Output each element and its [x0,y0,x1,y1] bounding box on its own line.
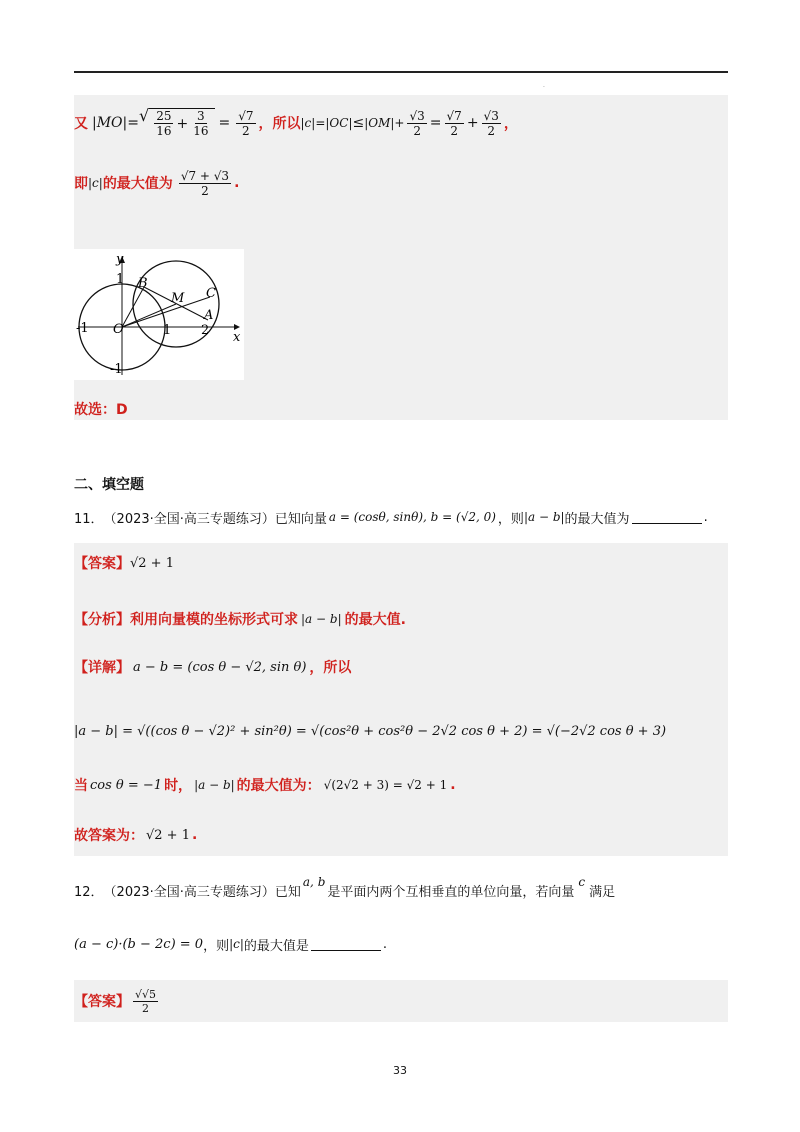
q12-answer-den: 2 [142,1001,150,1015]
block1-line1: 又 |MO|= √ $\frac{25}{16}$ + $\frac{3}{16}$ = $\frac{√7}{2}$ ，所以 |c|=|OC| ≤ |OM|+ $\frac{√3}{2}$ = $\frac{√7}{2}$ + $\frac{√3}{2}$ ， [74,106,518,138]
block1-line2 [74,163,239,203]
expr-c-oc: |c|=|OC| [300,116,353,130]
q11-analysis-tail: 的最大值. [344,612,406,628]
q11-answer-value: √2 + 1 [130,555,174,571]
header-rule [74,71,728,73]
q11-stem [74,504,708,530]
frac2-num: 3 [197,109,205,123]
section-title: 二、填空题 [74,477,144,493]
den-2-c: 2 [450,123,458,138]
equals-2: = [429,115,442,131]
q11-end: . [703,509,708,525]
q11-detail-expr: a − b = (cos θ − √2, sin θ) [133,659,307,675]
q12-answer-num: √5 [142,987,157,1001]
q12-ab: a, b [302,875,326,889]
sqrt3-b: 3 [491,108,499,123]
label-minus1-y: -1 [110,362,123,377]
q11-source: （2023·全国·高三专题练习）已知向量 [103,511,327,527]
label-1-top: 1 [116,272,125,287]
q11-final [74,822,197,848]
label-o: O [113,322,124,337]
tiny-mark: · [543,84,545,91]
q12-c: c [578,875,586,889]
text-you: 又 [74,116,88,132]
q11-detail-label: 【详解】 [74,660,130,676]
q11-chain-expr: |a − b| = √((cos θ − √2)² + sin²θ) = √(cos²θ + cos²θ − 2√2 cos θ + 2) = √(−2√2 cos θ + 3) [74,723,667,739]
q11-detail [74,654,351,680]
q11-when-shi: 时， [164,778,193,794]
expr-om: |OM|+ [364,116,405,130]
q11-analysis-label: 【分析】 [74,612,130,628]
label-a: A [204,308,214,323]
label-2-x: 2 [201,323,210,338]
q11-detail-tail: ，所以 [309,660,352,676]
text-suoyi: ，所以 [258,116,301,132]
comma: ， [503,116,518,132]
solution-block-11 [74,543,728,856]
q11-answer-label: 【答案】 [74,556,130,572]
plus-2: + [466,115,479,131]
abs-c: |c| [88,176,103,190]
q11-when-dot: . [450,777,456,793]
q11-tail: 的最大值为 [564,511,630,527]
q12-blank[interactable] [311,938,381,951]
frac2-den: 16 [193,124,209,138]
q12-source: （2023·全国·高三专题练习）已知 [103,884,301,900]
q11-analysis [74,606,406,632]
q11-analysis-text: 利用向量模的坐标形式可求 [130,612,298,628]
q11-final-value: √2 + 1 [146,827,190,843]
q12-then: ，则 [203,938,230,954]
q11-when-cond: cos θ = −1 [90,777,163,793]
q12-text2: 满足 [589,884,616,900]
q11-when-abs: |a − b| [194,778,235,792]
max-num: √7 + √3 [180,168,230,183]
frac1-den: 16 [156,124,172,138]
q12-answer: 【答案】 $\frac{√√5}{2}$ [74,987,157,1015]
q11-abs: |a − b| [523,510,565,524]
circle-figure [74,249,244,380]
q11-when-text: 的最大值为： [236,778,321,794]
label-x: x [233,330,241,345]
label-y: y [116,252,124,267]
q11-final-dot: . [191,827,198,843]
q12-cond: (a − c)·(b − 2c) = 0 [74,936,204,952]
circle-diagram [74,249,244,380]
q11-blank[interactable] [632,511,702,524]
q12-abs: |c| [229,937,244,951]
max-den: 2 [201,183,209,198]
q12-stem [74,876,615,904]
q11-when-val: √(2√2 + 3) = √2 + 1 [323,778,448,792]
plus: + [176,115,189,132]
text-max-value: 的最大值为 [102,176,173,192]
q12-number: 12． [74,884,104,900]
q11-final-label: 故答案为： [74,828,144,844]
q12-tail: 的最大值是 [243,938,309,954]
expr-mo: |MO|= [92,115,139,131]
label-c: C [206,286,216,301]
q11-when [74,772,456,798]
q12-text1: 是平面内两个互相垂直的单位向量，若向量 [327,884,575,900]
label-minus1-x: -1 [76,321,89,336]
page-number: 33 [393,1064,407,1077]
q11-when-label: 当 [74,778,88,794]
equals: = [218,115,231,131]
sqrt-sum: √ $\frac{25}{16}$ + $\frac{3}{16}$ [139,108,216,138]
den-2-d: 2 [487,123,496,138]
frac1-num: 25 [156,109,172,123]
q11-answer [74,550,174,576]
sqrt7-b: 7 [454,108,462,123]
q11-then: ，则 [497,511,524,527]
q11-number: 11． [74,511,104,527]
solution-block-12 [74,980,728,1022]
text-ji: 即 [74,176,88,192]
den-2: 2 [242,123,250,138]
sqrt7: 7 [245,108,254,123]
q12-stem-2 [74,930,387,958]
label-1-x: 1 [163,323,172,338]
q11-chain [74,716,666,746]
sqrt3-a: 3 [417,108,425,123]
q12-answer-label: 【答案】 [74,994,130,1010]
choice-line: 故选：D [74,402,128,418]
label-m: M [171,291,185,306]
q11-vectors: a = (cosθ, sinθ), b = (√2, 0) [328,510,496,524]
le-sign: ≤ [352,115,365,131]
label-b: B [138,276,148,291]
dot: . [234,175,240,191]
q12-end: . [382,936,388,952]
q11-analysis-abs: |a − b| [301,612,342,626]
den-2-b: 2 [413,123,421,138]
